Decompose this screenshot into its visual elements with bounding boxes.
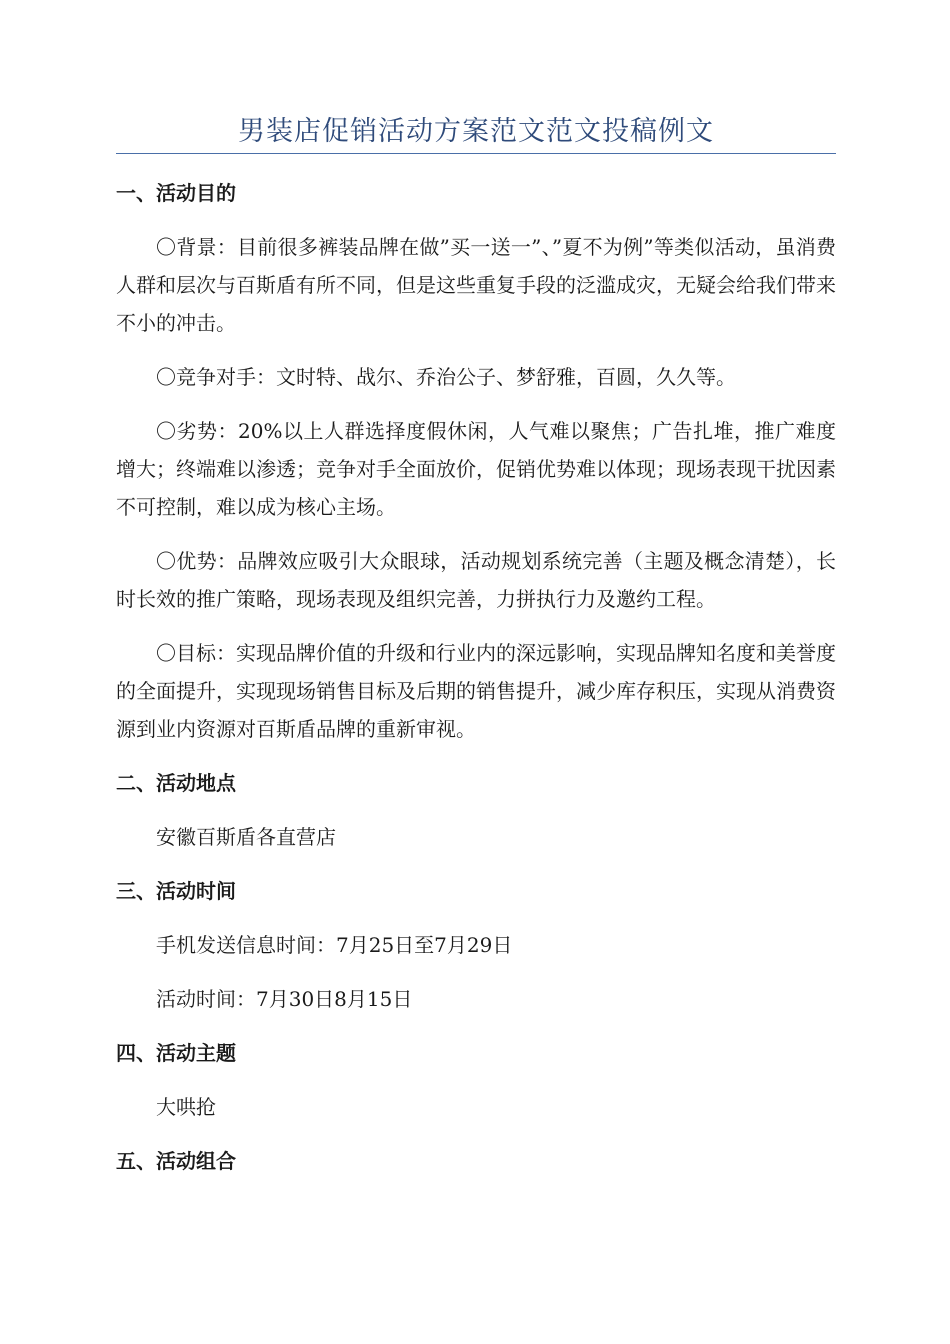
section-heading-time: 三、活动时间 — [116, 879, 236, 903]
paragraph-event-time: 活动时间：7月30日8月15日 — [156, 987, 413, 1011]
paragraph-strengths: 〇优势：品牌效应吸引大众眼球，活动规划系统完善（主题及概念清楚），长时长效的推广策略，现场表现及组织完善，力拼执行力及邀约工程。 — [116, 549, 836, 611]
title-underline — [116, 153, 836, 154]
section-heading-purpose: 一、活动目的 — [116, 181, 236, 205]
paragraph-background: 〇背景：目前很多裤装品牌在做”买一送一”、”夏不为例”等类似活动，虽消费人群和层次与百斯盾有所不同，但是这些重复手段的泛滥成灾，无疑会给我们带来不小的冲击。 — [116, 235, 836, 335]
paragraph-location: 安徽百斯盾各直营店 — [156, 825, 336, 849]
document-body — [116, 174, 836, 1196]
section-heading-theme: 四、活动主题 — [116, 1041, 236, 1065]
section-heading-location: 二、活动地点 — [116, 771, 236, 795]
paragraph-competitors: 〇竞争对手：文时特、战尔、乔治公子、梦舒雅，百圆，久久等。 — [156, 365, 736, 389]
paragraph-weaknesses: 〇劣势：20%以上人群选择度假休闲，人气难以聚焦；广告扎堆，推广难度增大；终端难以渗透；竞争对手全面放价，促销优势难以体现；现场表现干扰因素不可控制，难以成为核心主场。 — [116, 419, 836, 519]
section-heading-combination: 五、活动组合 — [116, 1149, 236, 1173]
paragraph-sms-time: 手机发送信息时间：7月25日至7月29日 — [156, 933, 513, 957]
document-title: 男装店促销活动方案范文范文投稿例文 — [238, 116, 714, 147]
paragraph-theme: 大哄抢 — [156, 1095, 216, 1119]
paragraph-goals: 〇目标：实现品牌价值的升级和行业内的深远影响，实现品牌知名度和美誉度的全面提升，实现现场销售目标及后期的销售提升，减少库存积压，实现从消费资源到业内资源对百斯盾品牌的重新审视。 — [116, 641, 836, 741]
